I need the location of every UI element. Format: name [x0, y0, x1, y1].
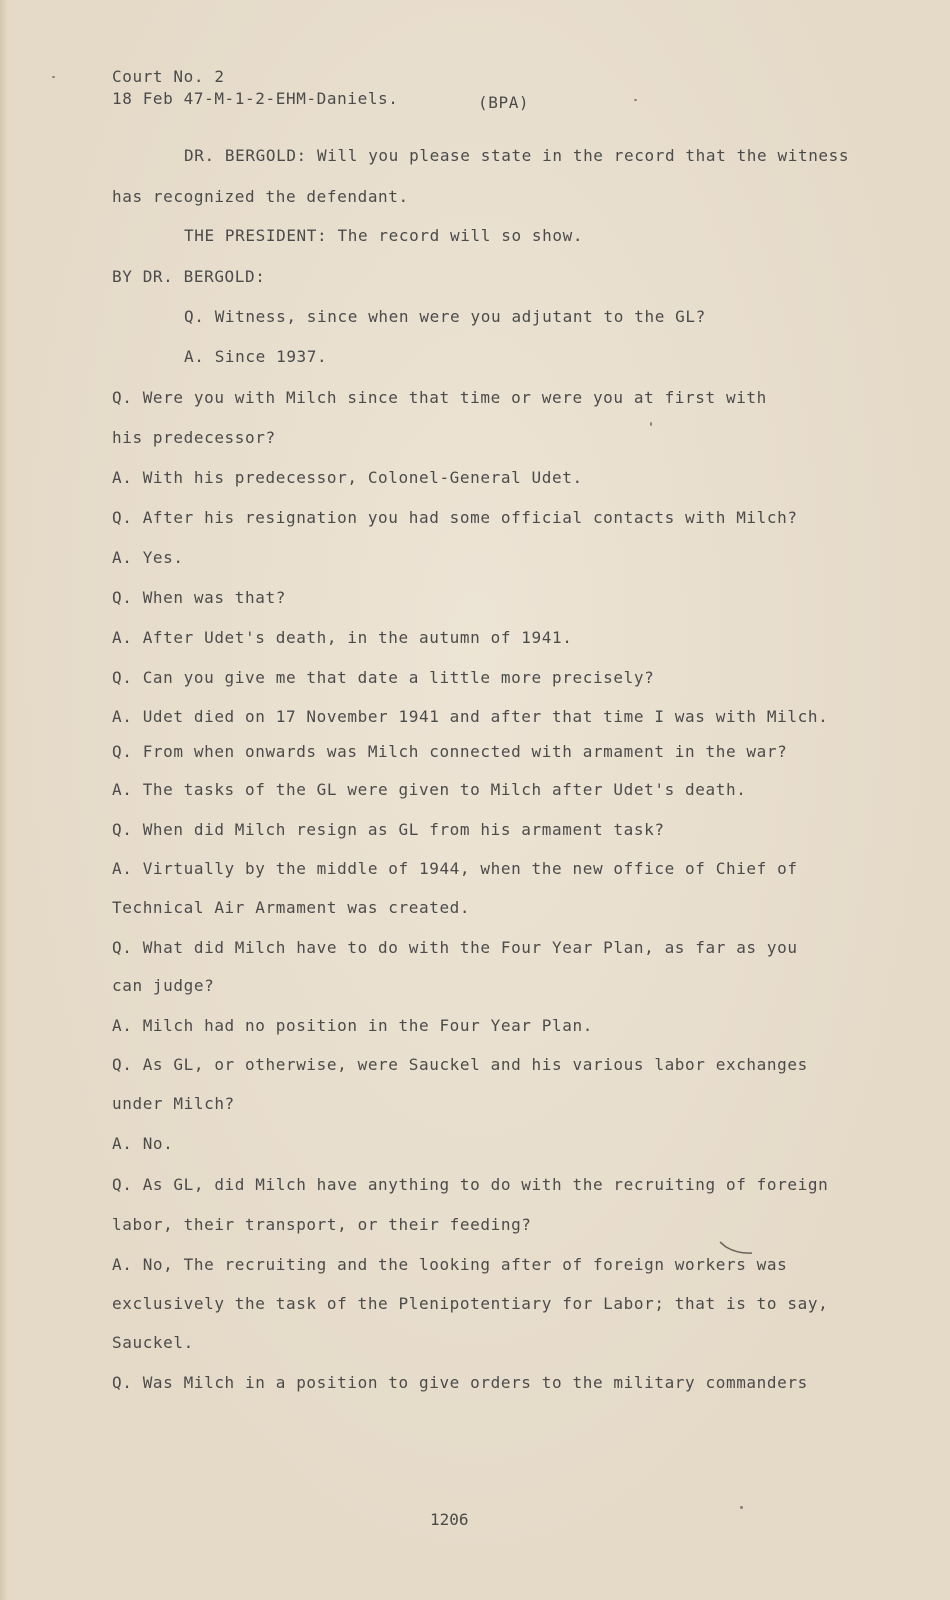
transcript-line: Q. When did Milch resign as GL from his armament task? [112, 820, 665, 839]
transcript-line: Q. Can you give me that date a little more precisely? [112, 668, 655, 687]
transcript-line: A. After Udet's death, in the autumn of 1941. [112, 628, 573, 647]
transcript-line: A. The tasks of the GL were given to Milch after Udet's death. [112, 780, 747, 799]
transcript-line: DR. BERGOLD: Will you please state in the record that the witness [184, 146, 850, 165]
transcript-line: A. No. [112, 1134, 174, 1153]
reporter-code: (BPA) [478, 93, 530, 112]
page-number: 1206 [430, 1510, 469, 1529]
transcript-line: A. No, The recruiting and the looking after of foreign workers was [112, 1255, 788, 1274]
transcript-line: Q. What did Milch have to do with the Four Year Plan, as far as you [112, 938, 798, 957]
transcript-line: Q. Witness, since when were you adjutant to the GL? [184, 307, 706, 326]
paper-speck [650, 422, 652, 426]
transcript-line: A. Virtually by the middle of 1944, when the new office of Chief of [112, 859, 798, 878]
transcript-line: Technical Air Armament was created. [112, 898, 471, 917]
transcript-line: THE PRESIDENT: The record will so show. [184, 226, 584, 245]
transcript-line: has recognized the defendant. [112, 187, 409, 206]
transcript-line: A. With his predecessor, Colonel-General Udet. [112, 468, 583, 487]
transcript-line: exclusively the task of the Plenipotentiary for Labor; that is to say, [112, 1294, 829, 1313]
transcript-line: Q. From when onwards was Milch connected with armament in the war? [112, 742, 788, 761]
transcript-line: Q. Was Milch in a position to give orders to the military commanders [112, 1373, 808, 1392]
transcript-line: A. Milch had no position in the Four Year Plan. [112, 1016, 593, 1035]
transcript-line: Q. After his resignation you had some official contacts with Milch? [112, 508, 798, 527]
transcript-line: Sauckel. [112, 1333, 194, 1352]
transcript-line: A. Since 1937. [184, 347, 328, 366]
transcript-line: A. Udet died on 17 November 1941 and after that time I was with Milch. [112, 707, 829, 726]
transcript-line: labor, their transport, or their feeding? [112, 1215, 532, 1234]
pencil-mark-icon [718, 1238, 768, 1260]
page-edge-shadow [0, 0, 8, 1600]
transcript-line: Q. Were you with Milch since that time or were you at first with [112, 388, 767, 407]
session-code: 18 Feb 47-M-1-2-EHM-Daniels. [112, 89, 399, 108]
transcript-line: Q. When was that? [112, 588, 286, 607]
transcript-line: Q. As GL, or otherwise, were Sauckel and his various labor exchanges [112, 1055, 808, 1074]
transcript-line: under Milch? [112, 1094, 235, 1113]
transcript-line: A. Yes. [112, 548, 184, 567]
transcript-line: his predecessor? [112, 428, 276, 447]
paper-speck [634, 99, 637, 101]
court-number: Court No. 2 [112, 67, 225, 86]
transcript-line: can judge? [112, 976, 215, 995]
transcript-line: Q. As GL, did Milch have anything to do with the recruiting of foreign [112, 1175, 829, 1194]
transcript-line: BY DR. BERGOLD: [112, 267, 266, 286]
paper-speck [740, 1506, 743, 1509]
paper-speck [52, 76, 55, 78]
